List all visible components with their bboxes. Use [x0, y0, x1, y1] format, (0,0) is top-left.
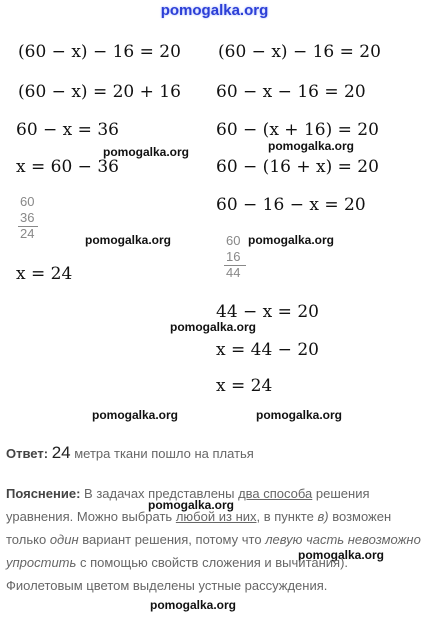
watermark: pomogalka.org — [85, 233, 172, 247]
watermark: pomogalka.org — [148, 498, 235, 512]
watermark: pomogalka.org — [248, 233, 335, 247]
watermark: pomogalka.org — [92, 408, 179, 422]
right-eq-3: 60 − (x + 16) = 20 — [216, 120, 379, 140]
left-col-minuend: 60 — [20, 194, 35, 209]
left-col-line — [18, 226, 38, 227]
left-col-result: 24 — [20, 226, 35, 241]
right-eq-2: 60 − x − 16 = 20 — [216, 82, 366, 102]
answer-value: 24 — [51, 443, 71, 462]
explanation-label: Пояснение: — [6, 486, 81, 501]
right-eq-1: (60 − x) − 16 = 20 — [218, 42, 381, 62]
right-column-subtraction — [226, 233, 240, 281]
left-eq-3: 60 − x = 36 — [16, 120, 119, 140]
explanation-text: , в пункте — [256, 509, 314, 524]
left-col-subtrahend: 36 — [20, 210, 35, 225]
watermark: pomogalka.org — [268, 139, 355, 153]
left-eq-4: x = 60 − 36 — [16, 157, 119, 177]
watermark: pomogalka.org — [150, 598, 237, 612]
watermark: pomogalka.org — [170, 320, 257, 334]
right-eq-7: x = 44 − 20 — [216, 340, 319, 360]
site-logo: pomogalka.org — [160, 2, 269, 19]
explanation-italic: один — [49, 532, 79, 547]
explanation-text: вариант решения, потому что — [82, 532, 262, 547]
explanation-text: В задачах представлены — [84, 486, 235, 501]
right-eq-4: 60 − (16 + x) = 20 — [216, 157, 379, 177]
explanation-italic: левую часть — [265, 532, 345, 547]
right-col-result: 44 — [226, 265, 241, 280]
right-eq-5: 60 − 16 − x = 20 — [216, 195, 366, 215]
explanation-italic: невозможно упростить — [6, 532, 421, 570]
right-col-subtrahend: 16 — [226, 249, 241, 264]
left-eq-5: x = 24 — [16, 264, 73, 284]
answer-line — [6, 441, 422, 465]
left-eq-1: (60 − x) − 16 = 20 — [18, 42, 181, 62]
watermark: pomogalka.org — [103, 145, 190, 159]
right-eq-8: x = 24 — [216, 376, 273, 396]
explanation-text: с помощью свойств сложения и вычитания). Фиолетовым цветом выделены устные рассуждения. — [6, 555, 349, 593]
answer-label: Ответ: — [6, 446, 49, 461]
right-col-line — [224, 265, 246, 266]
left-column-subtraction — [20, 194, 34, 242]
right-eq-6: 44 − x = 20 — [216, 302, 319, 322]
explanation-paragraph — [6, 482, 422, 597]
explanation-italic: в) — [317, 509, 329, 524]
watermark: pomogalka.org — [298, 548, 385, 562]
left-eq-2: (60 − x) = 20 + 16 — [18, 82, 181, 102]
explanation-text: возможен только — [6, 509, 392, 547]
explanation-text: решения уравнения. Можно выбрать — [6, 486, 370, 524]
answer-text: метра ткани пошло на платья — [74, 446, 254, 461]
watermark: pomogalka.org — [256, 408, 343, 422]
explanation-underlined: два способа — [238, 486, 313, 501]
explanation-underlined: любой из них — [175, 509, 257, 524]
right-col-minuend: 60 — [226, 233, 241, 248]
